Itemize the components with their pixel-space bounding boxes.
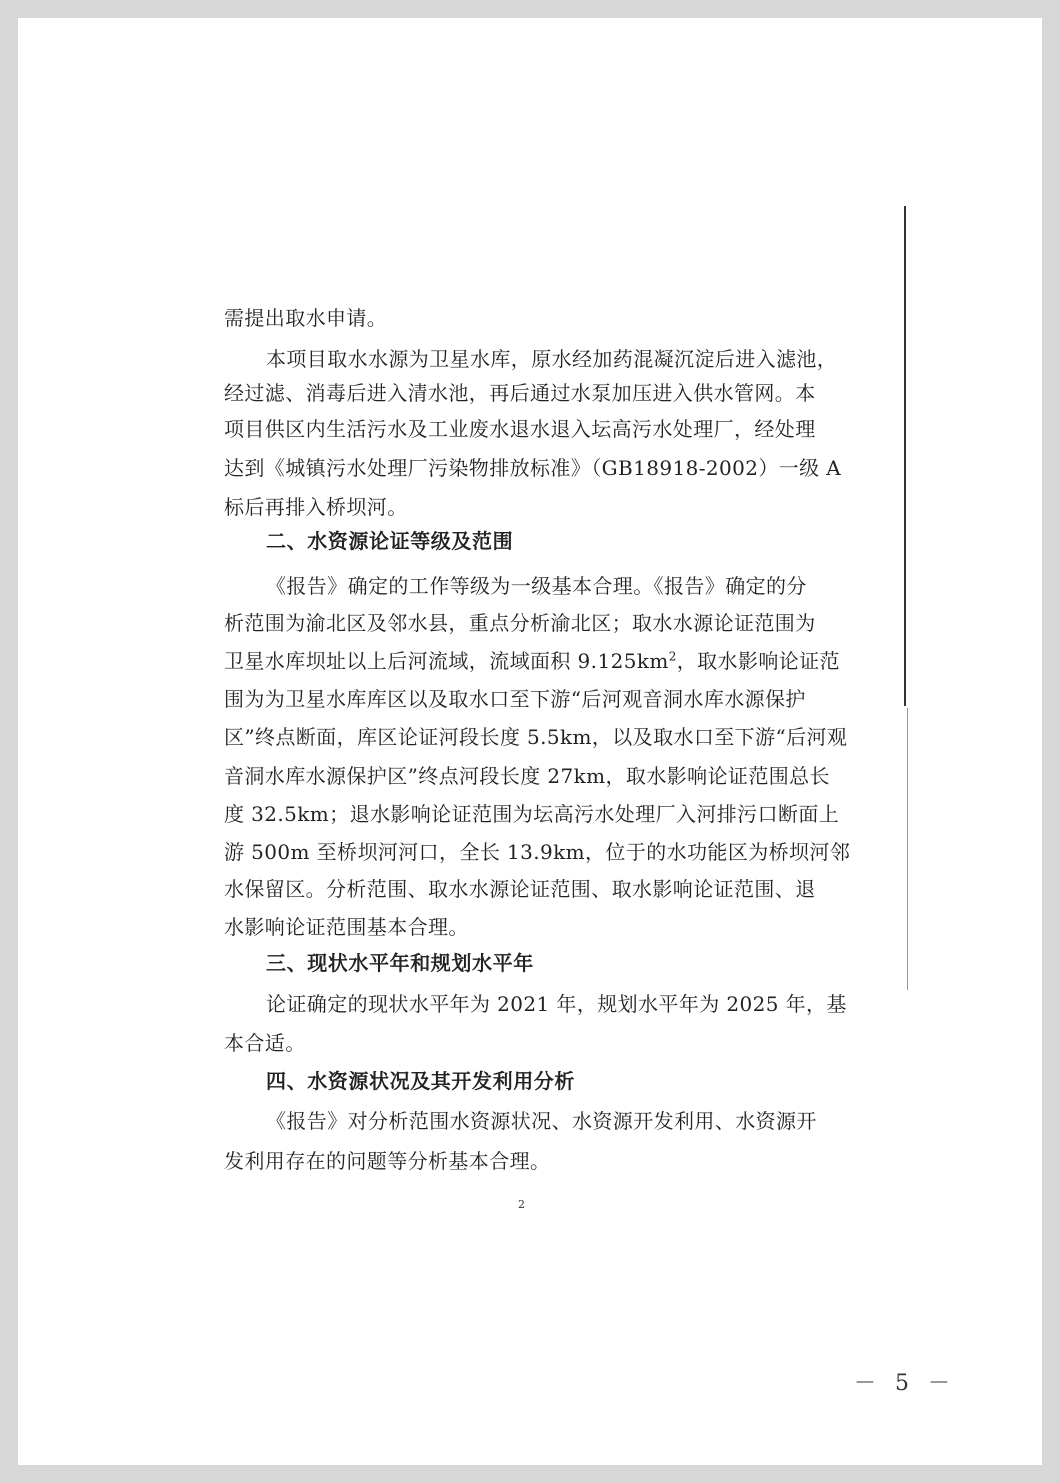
section-heading: 二、水资源论证等级及范围: [266, 529, 514, 553]
text-line: 《报告》确定的工作等级为一级基本合理。《报告》确定的分: [266, 574, 807, 598]
text-line: 度 32.5km；退水影响论证范围为坛高污水处理厂入河排污口断面上: [224, 802, 840, 826]
document-page: [18, 18, 1042, 1465]
text-line-with-superscript: [224, 648, 840, 674]
text-line: 论证确定的现状水平年为 2021 年，规划水平年为 2025 年，基: [266, 992, 847, 1016]
scanned-page-number: 2: [518, 1198, 525, 1211]
text-line: 本项目取水水源为卫星水库，原水经加药混凝沉淀后进入滤池，: [266, 347, 838, 371]
text-segment: ，取水影响论证范: [676, 649, 840, 673]
section-heading: 四、水资源状况及其开发利用分析: [266, 1069, 575, 1093]
text-line: 项目供区内生活污水及工业废水退水退入坛高污水处理厂，经处理: [224, 417, 816, 441]
text-line: 本合适。: [224, 1031, 306, 1055]
text-line: 《报告》对分析范围水资源状况、水资源开发利用、水资源开: [266, 1109, 817, 1133]
text-segment: 卫星水库坝址以上后河流域，流域面积 9.125km: [224, 649, 669, 673]
binding-line-faint: [907, 708, 908, 990]
text-line: 水影响论证范围基本合理。: [224, 915, 469, 939]
text-line: 游 500m 至桥坝河河口，全长 13.9km，位于的水功能区为桥坝河邻: [224, 840, 851, 864]
text-line: 水保留区。分析范围、取水水源论证范围、取水影响论证范围、退: [224, 877, 816, 901]
text-line: 音洞水库水源保护区”终点河段长度 27km，取水影响论证范围总长: [224, 764, 830, 788]
binding-line: [904, 206, 906, 706]
superscript: 2: [668, 649, 677, 664]
text-line: 区”终点断面，库区论证河段长度 5.5km，以及取水口至下游“后河观: [224, 725, 848, 749]
section-heading: 三、现状水平年和规划水平年: [266, 951, 534, 975]
text-line: 发利用存在的问题等分析基本合理。: [224, 1149, 551, 1173]
text-line: 需提出取水申请。: [224, 306, 388, 330]
page-number: － 5 －: [854, 1371, 956, 1396]
text-line: 标后再排入桥坝河。: [224, 495, 408, 519]
text-line: 析范围为渝北区及邻水县，重点分析渝北区；取水水源论证范围为: [224, 611, 816, 635]
text-line: 达到《城镇污水处理厂污染物排放标准》（GB18918-2002）一级 A: [224, 456, 842, 480]
text-line: 经过滤、消毒后进入清水池，再后通过水泵加压进入供水管网。本: [224, 381, 816, 405]
text-line: 围为为卫星水库库区以及取水口至下游“后河观音洞水库水源保护: [224, 687, 806, 711]
